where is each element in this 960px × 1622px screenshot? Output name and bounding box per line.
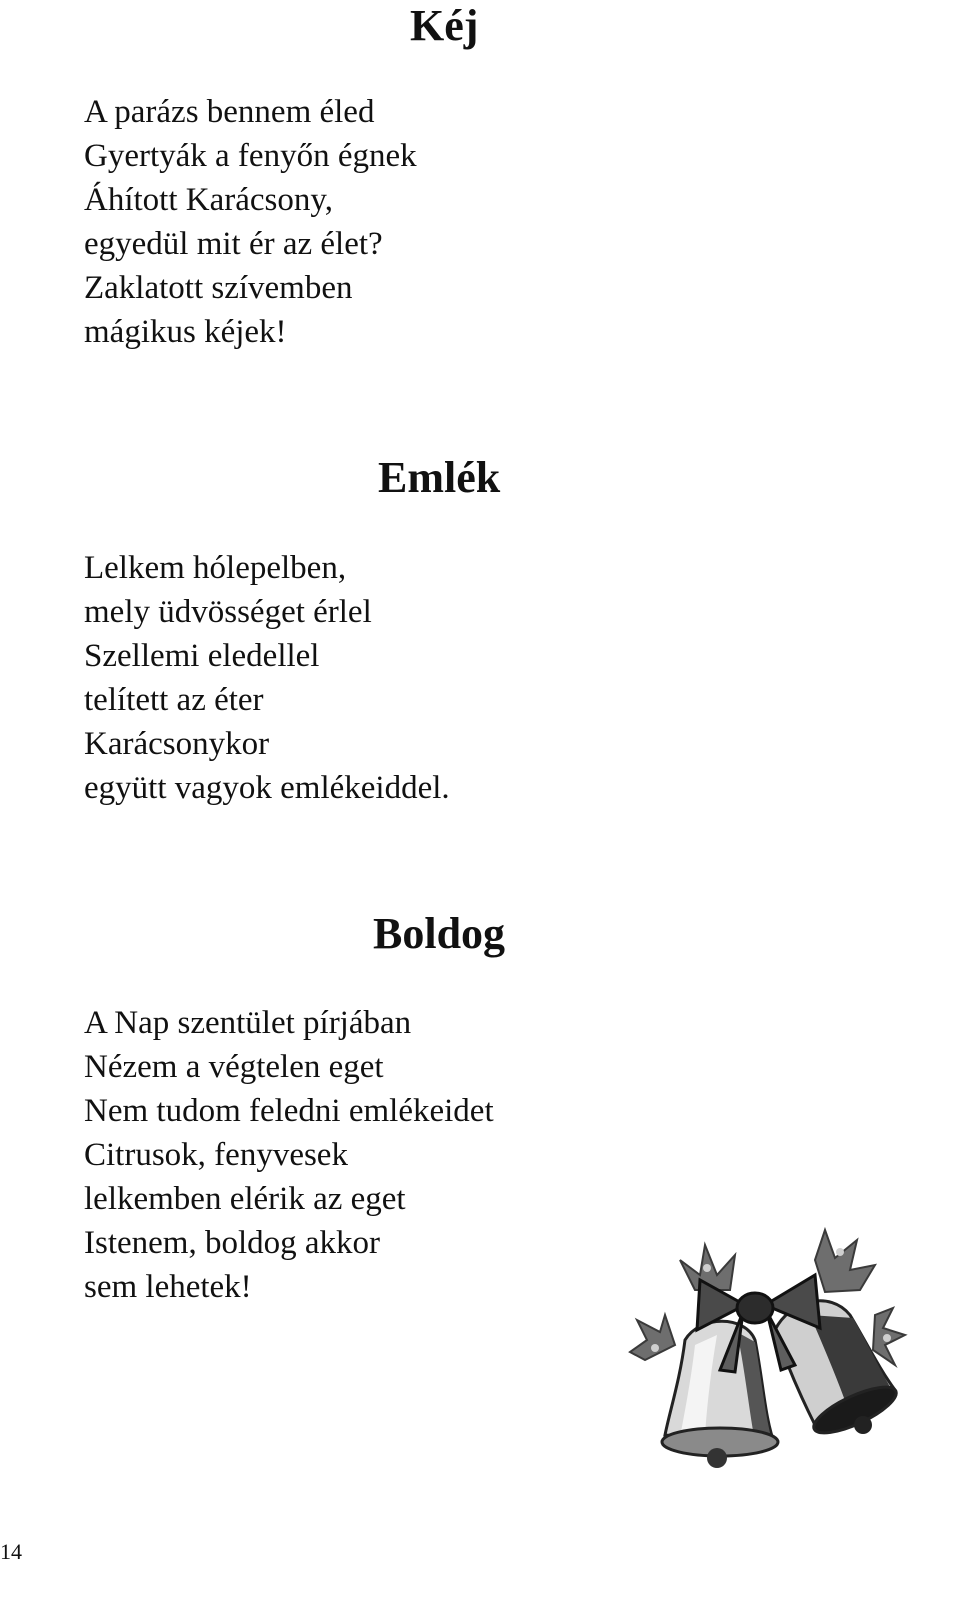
poem-line: Szellemi eledellel (84, 638, 320, 674)
poem-line: mágikus kéjek! (84, 314, 287, 350)
poem-line: Nem tudom feledni emlékeidet (84, 1093, 494, 1129)
poem-line: Áhított Karácsony, (84, 182, 333, 218)
poem-line: Citrusok, fenyvesek (84, 1137, 348, 1173)
poem-title-boldog: Boldog (373, 909, 506, 958)
poem-line: lelkemben elérik az eget (84, 1181, 406, 1217)
poem-line: A parázs bennem éled (84, 94, 375, 130)
page-number: 14 (0, 1539, 22, 1564)
poem-line: együtt vagyok emlékeiddel. (84, 770, 450, 806)
poem-stanza-boldog (84, 1001, 494, 1309)
poem-line: Istenem, boldog akkor (84, 1225, 381, 1261)
poem-line: Karácsonykor (84, 726, 270, 762)
christmas-bells-icon (625, 1220, 910, 1485)
poem-stanza-kej (84, 90, 417, 354)
poem-line: A Nap szentület pírjában (84, 1005, 412, 1041)
poem-line: sem lehetek! (84, 1269, 252, 1305)
poem-title-kej: Kéj (410, 1, 479, 50)
poem-line: Lelkem hólepelben, (84, 550, 347, 586)
poem-line: Gyertyák a fenyőn égnek (84, 138, 417, 174)
poem-title-emlek: Emlék (378, 453, 501, 502)
poem-line: Zaklatott szívemben (84, 270, 353, 306)
poem-line: egyedül mit ér az élet? (84, 226, 383, 262)
poem-stanza-emlek (84, 546, 450, 810)
poem-line: telített az éter (84, 682, 264, 718)
poem-line: Nézem a végtelen eget (84, 1049, 384, 1085)
poem-line: mely üdvösséget érlel (84, 594, 372, 630)
